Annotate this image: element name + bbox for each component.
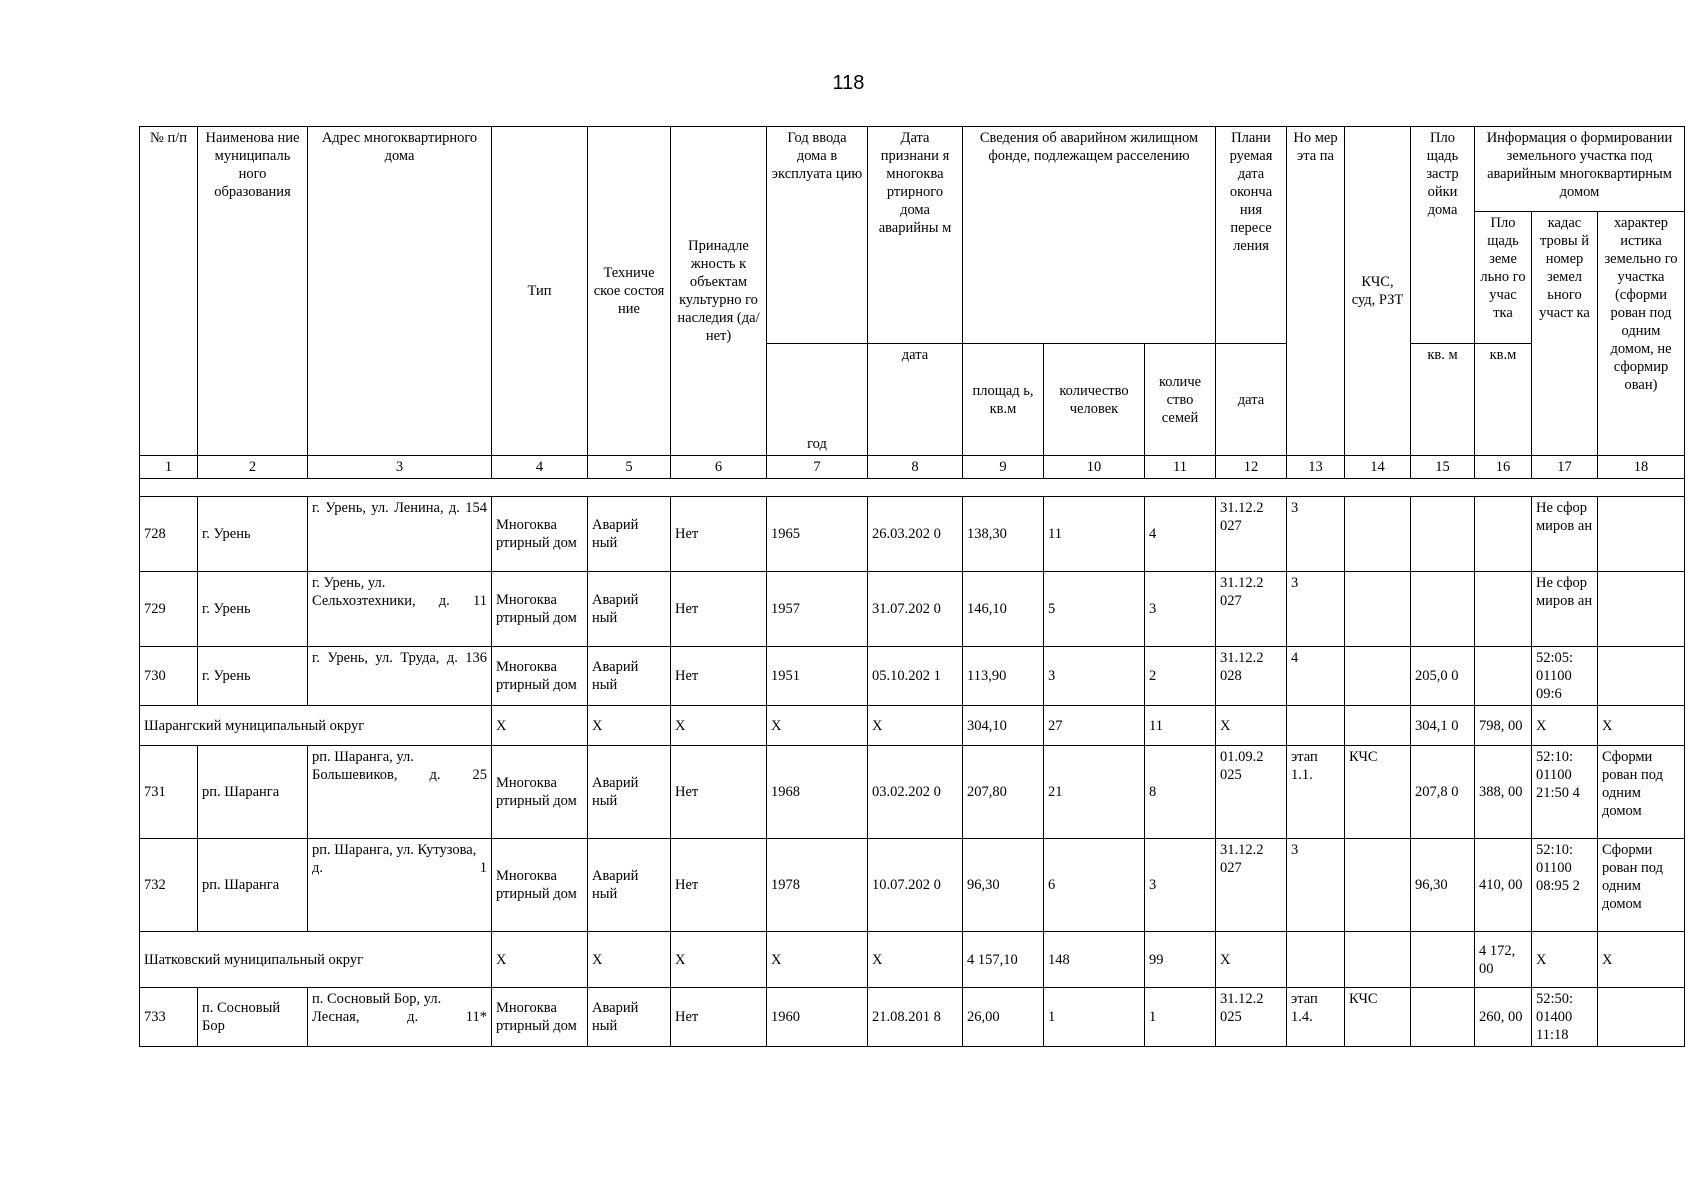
column-number: 5: [588, 456, 671, 479]
planned-date-cell: 31.12.2 027: [1216, 839, 1287, 932]
column-number: 3: [308, 456, 492, 479]
subheader-plan-date: дата: [1216, 344, 1287, 456]
table-row: [140, 839, 1685, 932]
heritage-cell: Нет: [671, 746, 767, 839]
table-row: [140, 572, 1685, 647]
state-cell: Аварий ный: [588, 839, 671, 932]
planned-date-cell: X: [1216, 706, 1287, 746]
heritage-cell: Нет: [671, 839, 767, 932]
stage-cell: [1287, 706, 1345, 746]
built-area-cell: [1411, 497, 1475, 572]
kchs-cell: [1345, 839, 1411, 932]
families-cell: 3: [1145, 572, 1216, 647]
built-area-cell: 304,1 0: [1411, 706, 1475, 746]
address-cell: г. Урень, ул. Сельхозтехники, д. 11: [308, 572, 492, 647]
area-cell: 146,10: [963, 572, 1044, 647]
people-cell: 6: [1044, 839, 1145, 932]
land-area-cell: 410, 00: [1475, 839, 1532, 932]
land-area-cell: 798, 00: [1475, 706, 1532, 746]
kchs-cell: [1345, 647, 1411, 706]
column-number: 16: [1475, 456, 1532, 479]
subheader-year: год: [767, 344, 868, 456]
stage-cell: этап 1.1.: [1287, 746, 1345, 839]
header-technical-state: Техниче ское состоя ние: [588, 127, 671, 456]
emergency-date-cell: 03.02.202 0: [868, 746, 963, 839]
emergency-date-cell: X: [868, 706, 963, 746]
land-area-cell: 4 172, 00: [1475, 932, 1532, 988]
kchs-cell: [1345, 932, 1411, 988]
type-cell: Многоква ртирный дом: [492, 647, 588, 706]
built-area-cell: 207,8 0: [1411, 746, 1475, 839]
families-cell: 2: [1145, 647, 1216, 706]
land-characteristic-cell: X: [1598, 932, 1685, 988]
land-characteristic-cell: [1598, 988, 1685, 1047]
table-header: [140, 127, 1685, 456]
cadastral-number-cell: Не сфор миров ан: [1532, 497, 1598, 572]
land-characteristic-cell: [1598, 572, 1685, 647]
header-commission-year: Год ввода дома в эксплуата цию: [767, 127, 868, 344]
column-numbers-row: [140, 456, 1685, 479]
cadastral-number-cell: 52:05: 01100 09:6: [1532, 647, 1598, 706]
people-cell: 27: [1044, 706, 1145, 746]
address-cell: рп. Шаранга, ул. Кутузова, д. 1: [308, 839, 492, 932]
summary-row: [140, 706, 1685, 746]
table-body: [140, 456, 1685, 1047]
header-emergency-fund: Сведения об аварийном жилищном фонде, подлежащем расселению: [963, 127, 1216, 344]
column-number: 14: [1345, 456, 1411, 479]
type-cell: Многоква ртирный дом: [492, 839, 588, 932]
people-cell: 5: [1044, 572, 1145, 647]
year-cell: 1978: [767, 839, 868, 932]
column-number: 2: [198, 456, 308, 479]
area-cell: 26,00: [963, 988, 1044, 1047]
type-cell: X: [492, 706, 588, 746]
address-cell: г. Урень, ул. Ленина, д. 154: [308, 497, 492, 572]
emergency-date-cell: X: [868, 932, 963, 988]
subheader-families: количе ство семей: [1145, 344, 1216, 456]
year-cell: 1968: [767, 746, 868, 839]
column-number: 11: [1145, 456, 1216, 479]
built-area-cell: 205,0 0: [1411, 647, 1475, 706]
summary-row: [140, 932, 1685, 988]
municipal-district-label: Шарангский муниципальный округ: [140, 706, 492, 746]
land-area-cell: 260, 00: [1475, 988, 1532, 1047]
header-number: № п/п: [140, 127, 198, 456]
table-row: [140, 497, 1685, 572]
spacer-row: [140, 479, 1685, 497]
state-cell: Аварий ный: [588, 746, 671, 839]
people-cell: 3: [1044, 647, 1145, 706]
row-number: 728: [140, 497, 198, 572]
column-number: 9: [963, 456, 1044, 479]
address-cell: п. Сосновый Бор, ул. Лесная, д. 11*: [308, 988, 492, 1047]
emergency-date-cell: 31.07.202 0: [868, 572, 963, 647]
built-area-cell: [1411, 572, 1475, 647]
heritage-cell: X: [671, 706, 767, 746]
row-number: 733: [140, 988, 198, 1047]
area-cell: 4 157,10: [963, 932, 1044, 988]
cadastral-number-cell: 52:50: 01400 11:18: [1532, 988, 1598, 1047]
header-heritage: Принадле жность к объектам культурно го наследия (да/нет): [671, 127, 767, 456]
kchs-cell: [1345, 706, 1411, 746]
municipality-cell: п. Сосновый Бор: [198, 988, 308, 1047]
cadastral-number-cell: X: [1532, 932, 1598, 988]
type-cell: Многоква ртирный дом: [492, 988, 588, 1047]
page-number: 118: [832, 72, 865, 94]
built-area-cell: 96,30: [1411, 839, 1475, 932]
cadastral-number-cell: Не сфор миров ан: [1532, 572, 1598, 647]
header-land-area: Пло щадь земе льно го учас тка: [1475, 212, 1532, 344]
land-area-cell: [1475, 647, 1532, 706]
emergency-date-cell: 21.08.201 8: [868, 988, 963, 1047]
stage-cell: 4: [1287, 647, 1345, 706]
subheader-date: дата: [868, 344, 963, 456]
header-built-area: Пло щадь застр ойки дома: [1411, 127, 1475, 344]
emergency-date-cell: 10.07.202 0: [868, 839, 963, 932]
spacer-cell: [140, 479, 1685, 497]
heritage-cell: Нет: [671, 572, 767, 647]
cadastral-number-cell: X: [1532, 706, 1598, 746]
header-planned-date: Плани руемая дата оконча ния пересе ления: [1216, 127, 1287, 344]
municipality-cell: рп. Шаранга: [198, 746, 308, 839]
type-cell: Многоква ртирный дом: [492, 572, 588, 647]
municipality-cell: рп. Шаранга: [198, 839, 308, 932]
kchs-cell: КЧС: [1345, 988, 1411, 1047]
type-cell: Многоква ртирный дом: [492, 497, 588, 572]
people-cell: 1: [1044, 988, 1145, 1047]
municipality-cell: г. Урень: [198, 572, 308, 647]
row-number: 729: [140, 572, 198, 647]
heritage-cell: Нет: [671, 497, 767, 572]
header-stage: Но мер эта па: [1287, 127, 1345, 456]
state-cell: X: [588, 706, 671, 746]
emergency-housing-table: [139, 126, 1685, 1047]
state-cell: X: [588, 932, 671, 988]
cadastral-number-cell: 52:10: 01100 21:50 4: [1532, 746, 1598, 839]
header-land-info: Информация о формировании земельного участка под аварийным многоквартирным домом: [1475, 127, 1685, 212]
planned-date-cell: 31.12.2 027: [1216, 497, 1287, 572]
heritage-cell: Нет: [671, 988, 767, 1047]
municipality-cell: г. Урень: [198, 497, 308, 572]
header-type: Тип: [492, 127, 588, 456]
header-land-characteristic: характер истика земельно го участка (сформи рован под одним домом, не сформир ован): [1598, 212, 1685, 456]
families-cell: 4: [1145, 497, 1216, 572]
families-cell: 8: [1145, 746, 1216, 839]
subheader-area: площад ь, кв.м: [963, 344, 1044, 456]
land-characteristic-cell: [1598, 497, 1685, 572]
header-emergency-date: Дата признани я многоква ртирного дома аварийны м: [868, 127, 963, 344]
table-row: [140, 988, 1685, 1047]
municipal-district-label: Шатковский муниципальный округ: [140, 932, 492, 988]
land-characteristic-cell: Сформи рован под одним домом: [1598, 839, 1685, 932]
land-area-cell: [1475, 497, 1532, 572]
column-number: 12: [1216, 456, 1287, 479]
kchs-cell: [1345, 572, 1411, 647]
column-number: 10: [1044, 456, 1145, 479]
heritage-cell: Нет: [671, 647, 767, 706]
address-cell: рп. Шаранга, ул. Большевиков, д. 25: [308, 746, 492, 839]
state-cell: Аварий ный: [588, 572, 671, 647]
kchs-cell: КЧС: [1345, 746, 1411, 839]
kchs-cell: [1345, 497, 1411, 572]
subheader-land-area-unit: кв.м: [1475, 344, 1532, 456]
planned-date-cell: 31.12.2 025: [1216, 988, 1287, 1047]
cadastral-number-cell: 52:10: 01100 08:95 2: [1532, 839, 1598, 932]
subheader-people: количество человек: [1044, 344, 1145, 456]
planned-date-cell: 31.12.2 028: [1216, 647, 1287, 706]
area-cell: 207,80: [963, 746, 1044, 839]
planned-date-cell: 31.12.2 027: [1216, 572, 1287, 647]
area-cell: 96,30: [963, 839, 1044, 932]
land-area-cell: [1475, 572, 1532, 647]
stage-cell: 3: [1287, 497, 1345, 572]
column-number: 4: [492, 456, 588, 479]
state-cell: Аварий ный: [588, 647, 671, 706]
emergency-date-cell: 26.03.202 0: [868, 497, 963, 572]
row-number: 731: [140, 746, 198, 839]
year-cell: 1951: [767, 647, 868, 706]
people-cell: 148: [1044, 932, 1145, 988]
column-number: 7: [767, 456, 868, 479]
column-number: 6: [671, 456, 767, 479]
column-number: 15: [1411, 456, 1475, 479]
land-characteristic-cell: Сформи рован под одним домом: [1598, 746, 1685, 839]
year-cell: X: [767, 932, 868, 988]
year-cell: X: [767, 706, 868, 746]
planned-date-cell: 01.09.2 025: [1216, 746, 1287, 839]
people-cell: 11: [1044, 497, 1145, 572]
type-cell: Многоква ртирный дом: [492, 746, 588, 839]
stage-cell: этап 1.4.: [1287, 988, 1345, 1047]
year-cell: 1965: [767, 497, 868, 572]
families-cell: 99: [1145, 932, 1216, 988]
stage-cell: [1287, 932, 1345, 988]
built-area-cell: [1411, 988, 1475, 1047]
column-number: 18: [1598, 456, 1685, 479]
header-kchs: КЧС, суд, РЗТ: [1345, 127, 1411, 456]
year-cell: 1957: [767, 572, 868, 647]
row-number: 730: [140, 647, 198, 706]
area-cell: 304,10: [963, 706, 1044, 746]
land-characteristic-cell: X: [1598, 706, 1685, 746]
area-cell: 138,30: [963, 497, 1044, 572]
emergency-date-cell: 05.10.202 1: [868, 647, 963, 706]
column-number: 17: [1532, 456, 1598, 479]
column-number: 1: [140, 456, 198, 479]
header-address: Адрес многоквартирного дома: [308, 127, 492, 456]
state-cell: Аварий ный: [588, 988, 671, 1047]
stage-cell: 3: [1287, 839, 1345, 932]
row-number: 732: [140, 839, 198, 932]
planned-date-cell: X: [1216, 932, 1287, 988]
built-area-cell: [1411, 932, 1475, 988]
state-cell: Аварий ный: [588, 497, 671, 572]
column-number: 13: [1287, 456, 1345, 479]
families-cell: 3: [1145, 839, 1216, 932]
families-cell: 1: [1145, 988, 1216, 1047]
heritage-cell: X: [671, 932, 767, 988]
header-cadastral-number: кадас тровы й номер земел ьного участ ка: [1532, 212, 1598, 456]
people-cell: 21: [1044, 746, 1145, 839]
type-cell: X: [492, 932, 588, 988]
land-characteristic-cell: [1598, 647, 1685, 706]
families-cell: 11: [1145, 706, 1216, 746]
address-cell: г. Урень, ул. Труда, д. 136: [308, 647, 492, 706]
column-number: 8: [868, 456, 963, 479]
table-row: [140, 647, 1685, 706]
area-cell: 113,90: [963, 647, 1044, 706]
table-row: [140, 746, 1685, 839]
subheader-built-area-unit: кв. м: [1411, 344, 1475, 456]
header-municipality: Наименова ние муниципаль ного образования: [198, 127, 308, 456]
land-area-cell: 388, 00: [1475, 746, 1532, 839]
stage-cell: 3: [1287, 572, 1345, 647]
municipality-cell: г. Урень: [198, 647, 308, 706]
year-cell: 1960: [767, 988, 868, 1047]
